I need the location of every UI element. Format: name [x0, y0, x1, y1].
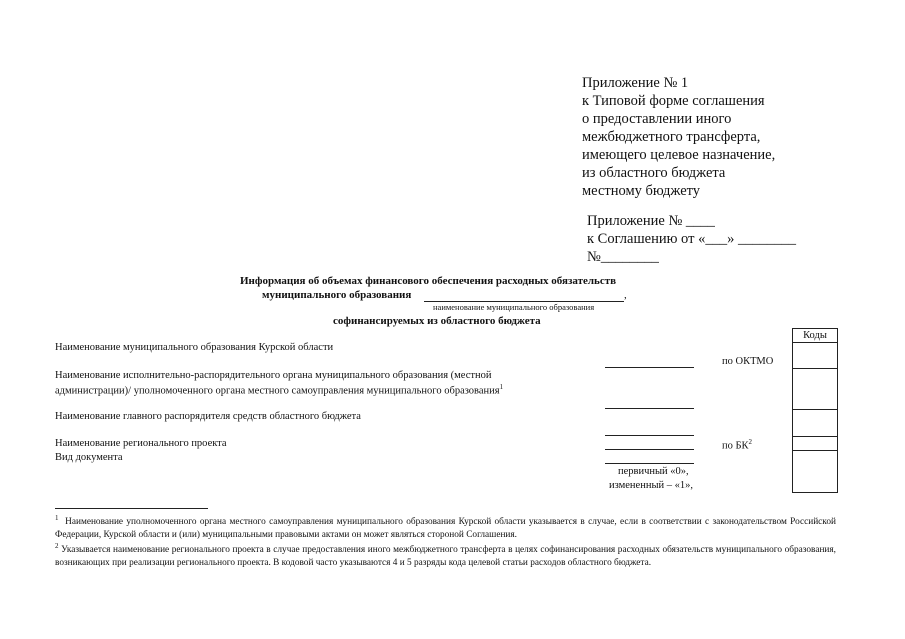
- label-changed: измененный – «1»,: [609, 480, 693, 491]
- appendix-1-line: из областного бюджета: [582, 165, 726, 181]
- footnote-2-text: Указывается наименование регионального проекта в случае предоставления иного межбюджетного трансферта в целях софинансирования расходных обязательств муниципального образования, возникающих при реализации регионального проекта. В кодовой часто указываются 4 и 5 разряды кода целевой статьи расходов областного бюджета.: [55, 545, 836, 568]
- appendix-1-line: о предоставлении иного: [582, 111, 732, 127]
- row-municipality: Наименование муниципального образования Курской области: [55, 342, 334, 353]
- appendix-2-block: [587, 212, 796, 266]
- appendix-1-block: [582, 74, 775, 200]
- label-primary: первичный «0»,: [618, 466, 689, 477]
- appendix-2-agreement-number: №________: [587, 249, 659, 265]
- appendix-2-number: Приложение № ____: [587, 213, 715, 229]
- appendix-1-line: Приложение № 1: [582, 75, 689, 91]
- codes-row-divider: [793, 450, 837, 451]
- footnote-separator: [55, 508, 208, 509]
- row-executive-line-1: Наименование исполнительно-распорядительного органа муниципального образования (местной: [55, 370, 492, 381]
- footnote-ref-1: 1: [499, 383, 504, 391]
- appendix-2-agreement-date: к Соглашению от «___» ________: [587, 231, 796, 247]
- document-title-line-3: софинансируемых из областного бюджета: [333, 315, 541, 327]
- executive-blank-line: [605, 408, 694, 409]
- appendix-1-line: имеющего целевое назначение,: [582, 147, 776, 163]
- codes-row-divider: [793, 409, 837, 410]
- label-oktmo: по ОКТМО: [722, 356, 774, 367]
- municipality-blank-line: [605, 367, 694, 368]
- distributor-blank-line: [605, 435, 694, 436]
- document-title-line-2: муниципального образования: [262, 289, 412, 301]
- project-blank-line: [605, 449, 694, 450]
- footnote-2-mark: 2: [55, 542, 59, 550]
- codes-row-divider: [793, 368, 837, 369]
- municipality-name-hint: наименование муниципального образования: [433, 302, 595, 312]
- appendix-1-line: местному бюджету: [582, 183, 701, 199]
- footnote-1-mark: 1: [55, 514, 59, 522]
- label-bk-text: по БК: [722, 440, 749, 452]
- footnote-1-text: Наименование уполномоченного органа местного самоуправления муниципального образования Курской области указывается в случае, если в соответствии с законодательством Российской Федерации, Курской области и (или) муниципальными правовыми актами он может являться стороной Соглашения.: [55, 517, 836, 540]
- codes-row-divider: [793, 436, 837, 437]
- row-distributor: Наименование главного распорядителя средств областного бюджета: [55, 411, 361, 422]
- doc-type-blank-line: [605, 463, 694, 464]
- footnote-2: [55, 540, 836, 569]
- row-doc-type: Вид документа: [55, 452, 123, 463]
- document-title-line-1: Информация об объемах финансового обеспечения расходных обязательств: [240, 275, 617, 287]
- appendix-1-line: межбюджетного трансферта,: [582, 129, 761, 145]
- codes-header: Коды: [792, 328, 838, 343]
- footnote-ref-2: 2: [748, 438, 753, 446]
- appendix-1-line: к Типовой форме соглашения: [582, 93, 765, 109]
- codes-box: [792, 341, 838, 493]
- row-project: Наименование регионального проекта: [55, 438, 227, 449]
- label-bk: [722, 438, 752, 452]
- title-comma: ,: [624, 289, 627, 301]
- footnote-1: [55, 512, 836, 541]
- row-executive-line-2: [55, 383, 503, 397]
- row-executive-text: администрации)/ уполномоченного органа местного самоуправления муниципального образования: [55, 385, 500, 397]
